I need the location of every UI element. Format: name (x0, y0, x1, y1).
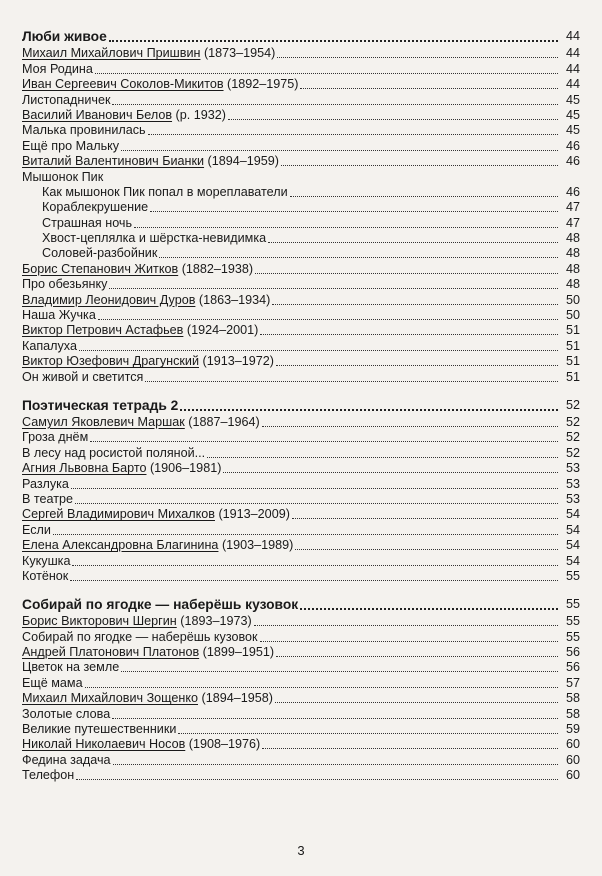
author-years: (1913–2009) (218, 507, 290, 522)
author-years: (1873–1954) (203, 46, 276, 61)
work-title: Котёнок (22, 568, 69, 583)
dot-leader (300, 88, 558, 89)
page-ref: 51 (565, 323, 580, 338)
author-row (22, 645, 580, 660)
dot-leader (145, 381, 558, 382)
dot-leader (262, 748, 558, 749)
page-ref: 47 (565, 200, 580, 215)
author-name: Виталий Валентинович Бианки (22, 154, 205, 169)
dot-leader (223, 472, 558, 473)
work-row (22, 675, 580, 690)
work-row (22, 768, 580, 783)
work-title: Капалуха (22, 338, 77, 353)
dot-leader (207, 457, 558, 458)
page-ref: 46 (565, 154, 580, 169)
dot-leader (295, 549, 558, 550)
dot-leader (85, 687, 558, 688)
dot-leader (70, 580, 558, 581)
dot-leader (112, 104, 558, 105)
author-name: Виктор Юзефович Драгунский (22, 354, 199, 369)
work-row (22, 660, 580, 675)
work-title: Листопадничек (22, 92, 111, 107)
author-row (22, 77, 580, 92)
dot-leader (113, 764, 558, 765)
work-title: Он живой и светится (22, 369, 144, 384)
work-title: Кукушка (22, 553, 71, 568)
section-row (22, 26, 580, 46)
author-years: (р. 1932) (175, 107, 226, 122)
page-ref: 58 (565, 706, 580, 721)
dot-leader (228, 119, 558, 120)
dot-leader (180, 409, 558, 411)
author-name: Владимир Леонидович Дуров (22, 292, 196, 307)
page-ref: 53 (565, 476, 580, 491)
work-row (22, 752, 580, 767)
dot-leader (255, 273, 558, 274)
work-title: Соловей-разбойник (42, 246, 158, 261)
author-years: (1894–1958) (201, 691, 273, 706)
dot-leader (260, 641, 558, 642)
author-row (22, 46, 580, 61)
work-title: Великие путешественники (22, 722, 177, 737)
work-title: Наша Жучка (22, 308, 96, 323)
work-title: Телефон (22, 768, 75, 783)
author-years: (1906–1981) (149, 461, 222, 476)
dot-leader (71, 488, 558, 489)
work-title: Хвост-цеплялка и шёрстка-невидимка (42, 231, 267, 246)
work-row (22, 369, 580, 384)
author-row (22, 415, 580, 430)
dot-leader (98, 319, 558, 320)
dot-leader (275, 702, 558, 703)
author-entry (22, 645, 274, 660)
author-years: (1913–1972) (202, 354, 274, 369)
page-ref: 48 (565, 261, 580, 276)
dot-leader (53, 534, 558, 535)
page-ref: 60 (565, 737, 580, 752)
author-years: (1892–1975) (227, 77, 299, 92)
work-row (22, 522, 580, 537)
page-ref: 54 (565, 538, 580, 553)
work-row (22, 569, 580, 584)
author-entry (22, 737, 260, 752)
work-title: Мышонок Пик (22, 169, 104, 184)
page-ref: 54 (565, 507, 580, 522)
work-row (22, 138, 580, 153)
dot-leader (90, 441, 558, 442)
work-row (22, 476, 580, 491)
author-row (22, 261, 580, 276)
work-row (22, 61, 580, 76)
work-title: В театре (22, 491, 74, 506)
author-entry (22, 354, 274, 369)
author-years: (1882–1938) (181, 261, 254, 276)
dot-leader (148, 134, 558, 135)
author-entry (22, 77, 298, 92)
author-name: Сергей Владимирович Михалков (22, 507, 215, 522)
author-entry (22, 461, 221, 476)
work-title: Цветок на земле (22, 660, 120, 675)
author-name: Николай Николаевич Носов (22, 737, 186, 752)
section-row (22, 594, 580, 614)
author-name: Самуил Яковлевич Маршак (22, 414, 185, 429)
chapter-row (22, 246, 580, 261)
work-row (22, 123, 580, 138)
dot-leader (276, 365, 558, 366)
section-title: Поэтическая тетрадь 2 (22, 397, 179, 413)
page-ref: 44 (565, 61, 580, 76)
page-ref: 48 (565, 277, 580, 292)
author-entry (22, 323, 258, 338)
author-row (22, 538, 580, 553)
dot-leader (277, 57, 558, 58)
work-row (22, 277, 580, 292)
chapter-row (22, 185, 580, 200)
dot-leader (134, 227, 558, 228)
page-ref: 52 (565, 397, 580, 412)
author-row (22, 323, 580, 338)
work-row (22, 430, 580, 445)
page-ref: 58 (565, 691, 580, 706)
chapter-row (22, 200, 580, 215)
author-row (22, 108, 580, 123)
page-ref: 60 (565, 752, 580, 767)
work-title: Собирай по ягодке — наберёшь кузовок (22, 629, 258, 644)
author-name: Василий Иванович Белов (22, 107, 173, 122)
work-title: Федина задача (22, 752, 111, 767)
author-years: (1887–1964) (188, 414, 260, 429)
dot-leader (121, 150, 558, 151)
page-ref: 48 (565, 231, 580, 246)
page-ref: 60 (565, 768, 580, 783)
dot-leader (159, 257, 558, 258)
author-entry (22, 108, 226, 123)
author-entry (22, 293, 270, 308)
dot-leader (178, 733, 558, 734)
page-ref: 56 (565, 645, 580, 660)
page-ref: 48 (565, 246, 580, 261)
author-entry (22, 538, 293, 553)
work-row (22, 445, 580, 460)
page-ref: 47 (565, 215, 580, 230)
author-row (22, 737, 580, 752)
dot-leader (121, 671, 558, 672)
author-entry (22, 154, 279, 169)
author-years: (1899–1951) (202, 645, 275, 660)
author-entry (22, 614, 252, 629)
author-entry (22, 262, 253, 277)
work-title: Гроза днём (22, 430, 89, 445)
work-title: Ещё мама (22, 675, 83, 690)
author-row (22, 354, 580, 369)
author-name: Михаил Михайлович Пришвин (22, 46, 201, 61)
page-ref: 51 (565, 369, 580, 384)
page-ref: 55 (565, 596, 580, 611)
author-name: Михаил Михайлович Зощенко (22, 691, 199, 706)
page-ref: 59 (565, 722, 580, 737)
author-name: Иван Сергеевич Соколов-Микитов (22, 77, 224, 92)
dot-leader (76, 779, 558, 780)
chapter-row (22, 215, 580, 230)
section-title: Собирай по ягодке — наберёшь кузовок (22, 596, 299, 612)
author-years: (1863–1934) (198, 292, 271, 307)
work-title: Золотые слова (22, 706, 111, 721)
dot-leader (72, 565, 558, 566)
work-row (22, 706, 580, 721)
author-name: Борис Викторович Шергин (22, 614, 177, 629)
dot-leader (300, 608, 558, 610)
author-entry (22, 415, 260, 430)
page-ref: 46 (565, 138, 580, 153)
work-row (22, 92, 580, 107)
author-years: (1893–1973) (180, 614, 252, 629)
page-ref: 55 (565, 614, 580, 629)
work-title: Кораблекрушение (42, 200, 149, 215)
page-ref: 44 (565, 46, 580, 61)
page-ref: 54 (565, 553, 580, 568)
dot-leader (79, 350, 558, 351)
page-ref: 51 (565, 338, 580, 353)
author-entry (22, 46, 275, 61)
author-name: Виктор Петрович Астафьев (22, 323, 184, 338)
dot-leader (281, 165, 558, 166)
work-row (22, 722, 580, 737)
work-title: Разлука (22, 476, 69, 491)
page-ref: 53 (565, 461, 580, 476)
work-title: Ещё про Мальку (22, 138, 120, 153)
author-name: Елена Александровна Благинина (22, 538, 219, 553)
author-row (22, 691, 580, 706)
author-name: Андрей Платонович Платонов (22, 645, 200, 660)
page-ref: 52 (565, 445, 580, 460)
page-ref: 46 (565, 184, 580, 199)
page-ref: 51 (565, 354, 580, 369)
work-row (22, 308, 580, 323)
work-title: Малька провинилась (22, 123, 146, 138)
author-entry (22, 691, 273, 706)
author-row (22, 154, 580, 169)
author-row (22, 292, 580, 307)
author-years: (1903–1989) (221, 538, 294, 553)
dot-leader (272, 304, 558, 305)
section-title: Люби живое (22, 29, 107, 44)
dot-leader (262, 426, 558, 427)
page-ref: 55 (565, 568, 580, 583)
dot-leader (268, 242, 558, 243)
work-title: Как мышонок Пик попал в мореплаватели (42, 184, 288, 199)
author-years: (1924–2001) (186, 323, 259, 338)
dot-leader (75, 503, 558, 504)
dot-leader (95, 73, 558, 74)
page-ref: 52 (565, 414, 580, 429)
work-row (22, 338, 580, 353)
work-title: Если (22, 522, 51, 537)
dot-leader (109, 288, 558, 289)
dot-leader (260, 334, 558, 335)
work-row (22, 169, 580, 184)
author-years: (1908–1976) (188, 737, 261, 752)
author-name: Борис Степанович Житков (22, 261, 179, 276)
work-title: Про обезьянку (22, 277, 108, 292)
page-ref: 55 (565, 629, 580, 644)
work-title: Страшная ночь (42, 215, 133, 230)
work-title: Моя Родина (22, 61, 93, 76)
dot-leader (254, 625, 558, 626)
dot-leader (276, 656, 558, 657)
work-row (22, 553, 580, 568)
page-number: 3 (297, 843, 305, 858)
page-ref: 52 (565, 430, 580, 445)
section-row (22, 395, 580, 415)
page-ref: 57 (565, 675, 580, 690)
page-ref: 44 (565, 29, 580, 43)
dot-leader (150, 211, 558, 212)
page-ref: 45 (565, 123, 580, 138)
page-ref: 50 (565, 308, 580, 323)
work-row (22, 629, 580, 644)
dot-leader (292, 518, 558, 519)
dot-leader (109, 40, 558, 42)
chapter-row (22, 231, 580, 246)
dot-leader (290, 196, 558, 197)
author-row (22, 507, 580, 522)
page-ref: 53 (565, 491, 580, 506)
author-row (22, 614, 580, 629)
page-ref: 50 (565, 292, 580, 307)
author-entry (22, 507, 290, 522)
author-years: (1894–1959) (207, 154, 279, 169)
dot-leader (112, 718, 558, 719)
work-row (22, 492, 580, 507)
author-name: Агния Львовна Барто (22, 461, 147, 476)
page-ref: 44 (565, 77, 580, 92)
work-title: В лесу над росистой поляной... (22, 445, 206, 460)
page-ref: 45 (565, 107, 580, 122)
page-ref: 56 (565, 660, 580, 675)
table-of-contents (22, 26, 580, 783)
author-row (22, 461, 580, 476)
page-ref: 54 (565, 522, 580, 537)
page-ref: 45 (565, 92, 580, 107)
